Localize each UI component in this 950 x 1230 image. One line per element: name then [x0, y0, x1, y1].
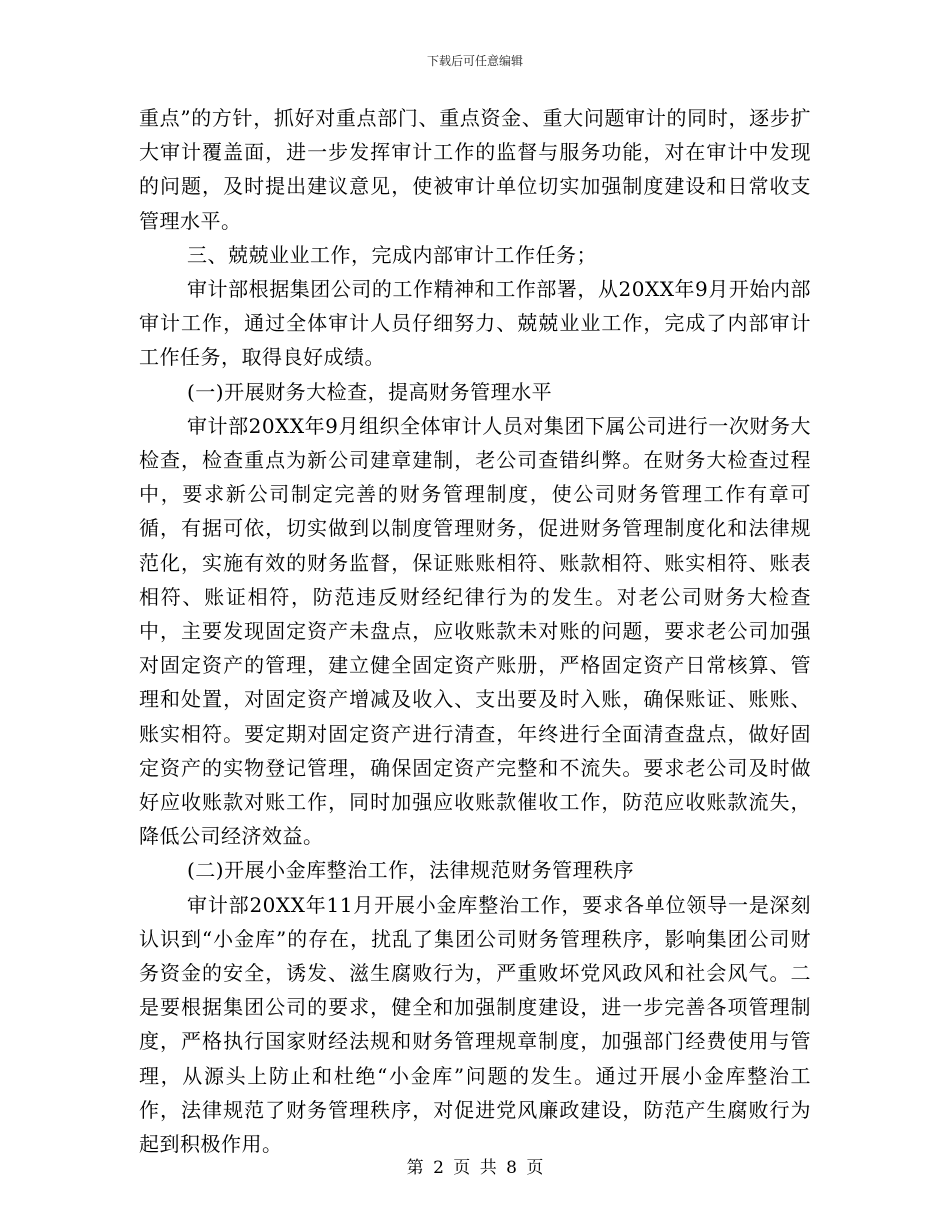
- section-heading: 三、兢兢业业工作，完成内部审计工作任务；: [187, 242, 597, 267]
- paragraph: 审计部20XX年11月开展小金库整治工作，要求各单位领导一是深刻认识到“小金库”的存在，扰乱了集团公司财务管理秩序，影响集团公司财务资金的安全，诱发、滋生腐败行为，严重败坏党风政风和社会风气。二是要根据集团公司的要求，健全和加强制度建设，进一步完善各项管理制度，严格执行国家财经法规和财务管理规章制度，加强部门经费使用与管理，从源头上防止和杜绝“小金库”问题的发生。通过开展小金库整治工作，法律规范了财务管理秩序，对促进党风廉政建设，防范产生腐败行为起到积极作用。: [139, 892, 811, 1157]
- paragraph: 重点”的方针，抓好对重点部门、重点资金、重大问题审计的同时，逐步扩大审计覆盖面，进一步发挥审计工作的监督与服务功能，对在审计中发现的问题，及时提出建议意见，使被审计单位切实加强制度建设和日常收支管理水平。: [139, 106, 811, 233]
- paragraph: 审计部20XX年9月组织全体审计人员对集团下属公司进行一次财务大检查，检查重点为新公司建章建制，老公司查错纠弊。在财务大检查过程中，要求新公司制定完善的财务管理制度，使公司财务管理工作有章可循，有据可依，切实做到以制度管理财务，促进财务管理制度化和法律规范化，实施有效的财务监督，保证账账相符、账款相符、账实相符、账表相符、账证相符，防范违反财经纪律行为的发生。对老公司财务大检查中，主要发现固定资产未盘点，应收账款未对账的问题，要求老公司加强对固定资产的管理，建立健全固定资产账册，严格固定资产日常核算、管理和处置，对固定资产增减及收入、支出要及时入账，确保账证、账账、账实相符。要定期对固定资产进行清查，年终进行全面清查盘点，做好固定资产的实物登记管理，确保固定资产完整和不流失。要求老公司及时做好应收账款对账工作，同时加强应收账款催收工作，防范应收账款流失，降低公司经济效益。: [139, 413, 811, 849]
- paragraph: 审计部根据集团公司的工作精神和工作部署，从20XX年9月开始内部审计工作，通过全体审计人员仔细努力、兢兢业业工作，完成了内部审计工作任务，取得良好成绩。: [139, 277, 811, 370]
- document-body: [139, 101, 811, 1161]
- page-number: 第 2 页 共 8 页: [406, 1158, 544, 1178]
- subsection-heading: (二)开展小金库整治工作，法律规范财务管理秩序: [187, 858, 635, 883]
- subsection-heading: (一)开展财务大检查，提高财务管理水平: [187, 379, 553, 404]
- page-header: 下载后可任意编辑: [426, 54, 523, 68]
